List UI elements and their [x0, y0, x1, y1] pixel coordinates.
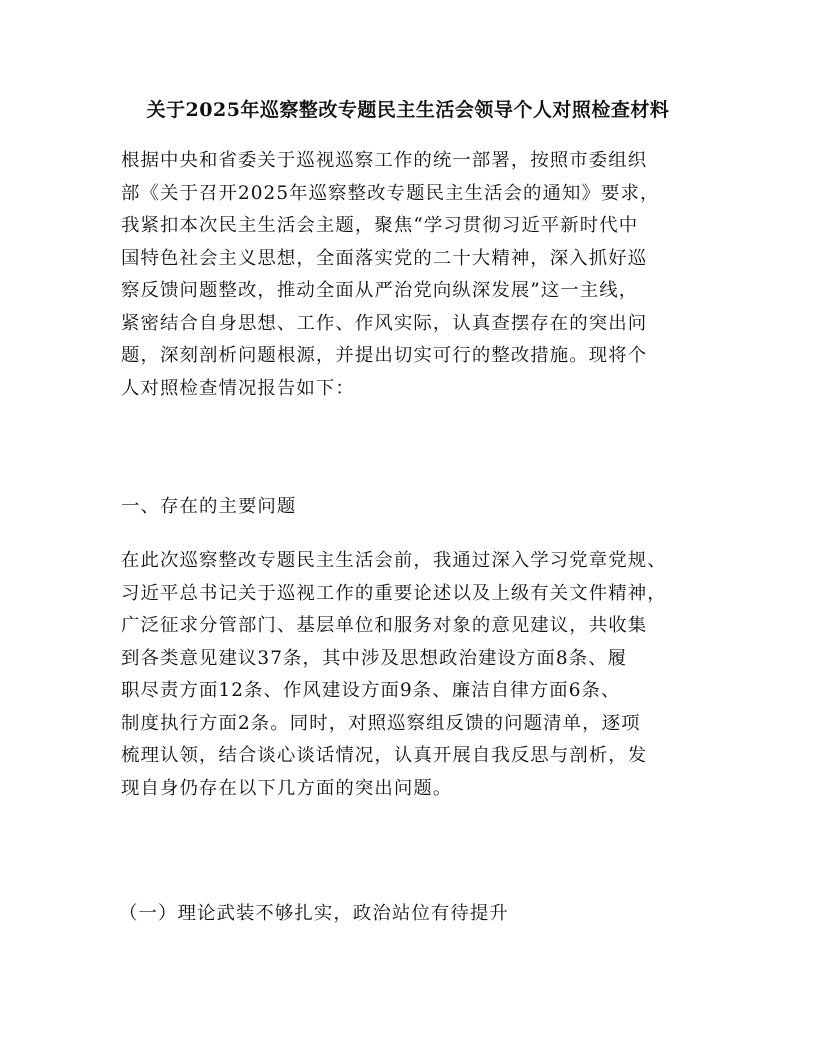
paragraph-line: 部《关于召开2025年巡察整改专题民主生活会的通知》要求， — [121, 182, 660, 204]
paragraph-line: 我紧扣本次民主生活会主题，聚焦“学习贯彻习近平新时代中 — [121, 215, 639, 236]
document-title: 关于2025年巡察整改专题民主生活会领导个人对照检查材料 — [146, 99, 670, 121]
paragraph-line: 紧密结合自身思想、工作、作风实际，认真查摆存在的突出问 — [121, 312, 648, 334]
paragraph-line: 制度执行方面2条。同时，对照巡察组反馈的问题清单，逐项 — [121, 712, 641, 734]
paragraph-line: 国特色社会主义思想，全面落实党的二十大精神，深入抓好巡 — [121, 247, 648, 269]
problems-paragraph — [121, 545, 709, 805]
paragraph-line: 职尽责方面12条、作风建设方面9条、廉洁自律方面6条、 — [121, 680, 621, 701]
paragraph-line: 广泛征求分管部门、基层单位和服务对象的意见建议，共收集 — [121, 615, 648, 636]
paragraph-line: 察反馈问题整改，推动全面从严治党向纵深发展”这一主线， — [121, 280, 639, 301]
paragraph-line: 现自身仍存在以下几方面的突出问题。 — [121, 777, 453, 799]
paragraph-line: 在此次巡察整改专题民主生活会前，我通过深入学习党章党规、 — [121, 550, 667, 571]
paragraph-line: 习近平总书记关于巡视工作的重要论述以及上级有关文件精神， — [121, 582, 667, 604]
paragraph-line: 到各类意见建议37条，其中涉及思想政治建设方面8条、履 — [121, 647, 628, 669]
paragraph-line: 根据中央和省委关于巡视巡察工作的统一部署，按照市委组织 — [121, 150, 648, 171]
paragraph-line: 梳理认领，结合谈心谈话情况，认真开展自我反思与剖析，发 — [121, 745, 648, 766]
intro-paragraph — [121, 145, 709, 405]
subsection-heading: （一）理论武装不够扎实，政治站位有待提升 — [119, 903, 509, 924]
paragraph-line: 人对照检查情况报告如下： — [121, 377, 355, 399]
paragraph-line: 题，深刻剖析问题根源，并提出切实可行的整改措施。现将个 — [121, 345, 648, 366]
section-heading: 一、存在的主要问题 — [121, 496, 297, 517]
